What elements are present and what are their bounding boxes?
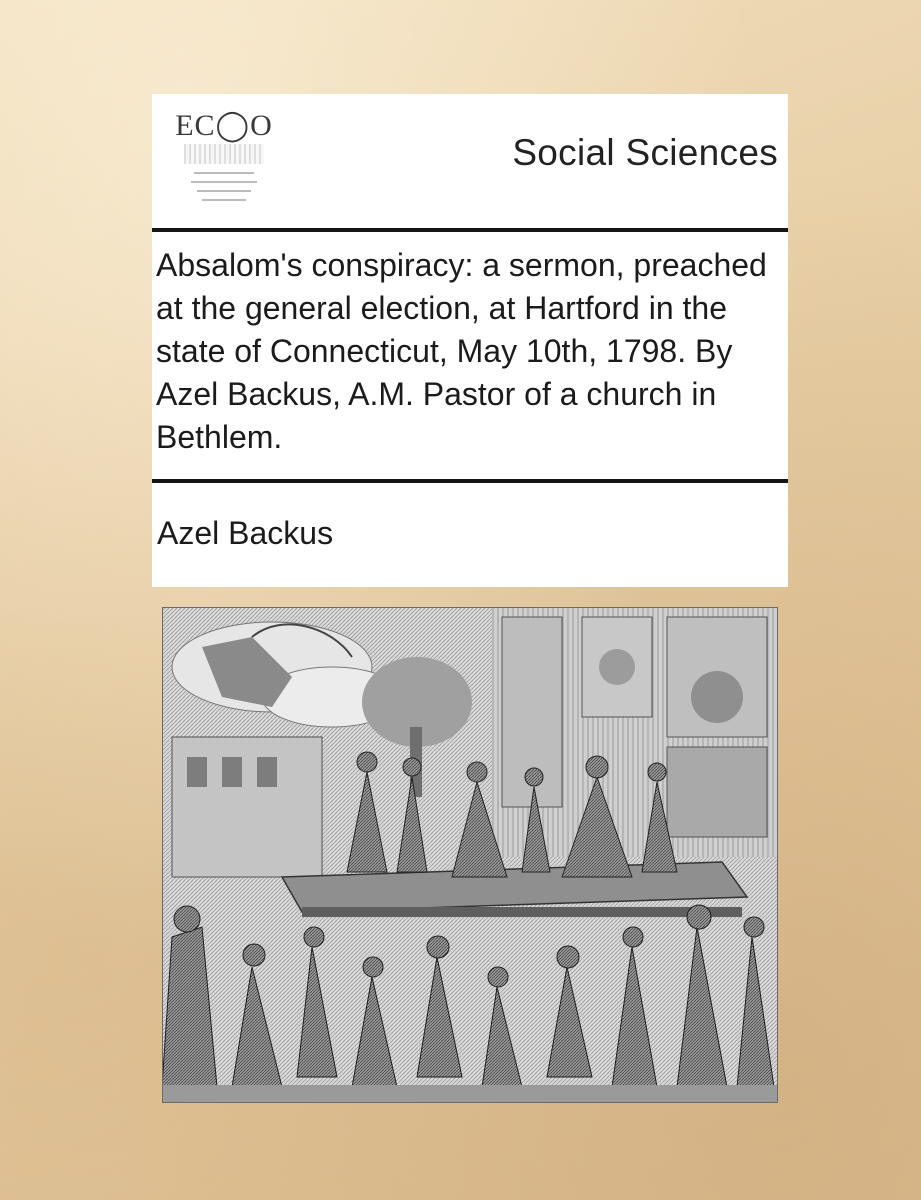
engraving-illustration xyxy=(162,607,778,1103)
ecco-logo-icon xyxy=(174,104,274,222)
category-label: Social Sciences xyxy=(512,132,778,173)
author-panel xyxy=(152,483,788,587)
book-title: Absalom's conspiracy: a sermon, preached at the general election, at Hartford in the state of Connecticut, May 10th, 1798. By Azel Backus, A.M. Pastor of a church in Bethlem. xyxy=(156,247,767,455)
title-panel xyxy=(152,232,788,479)
logo-wordmark: EC◯O xyxy=(175,109,273,142)
header-panel xyxy=(152,94,788,228)
book-author: Azel Backus xyxy=(157,515,334,551)
